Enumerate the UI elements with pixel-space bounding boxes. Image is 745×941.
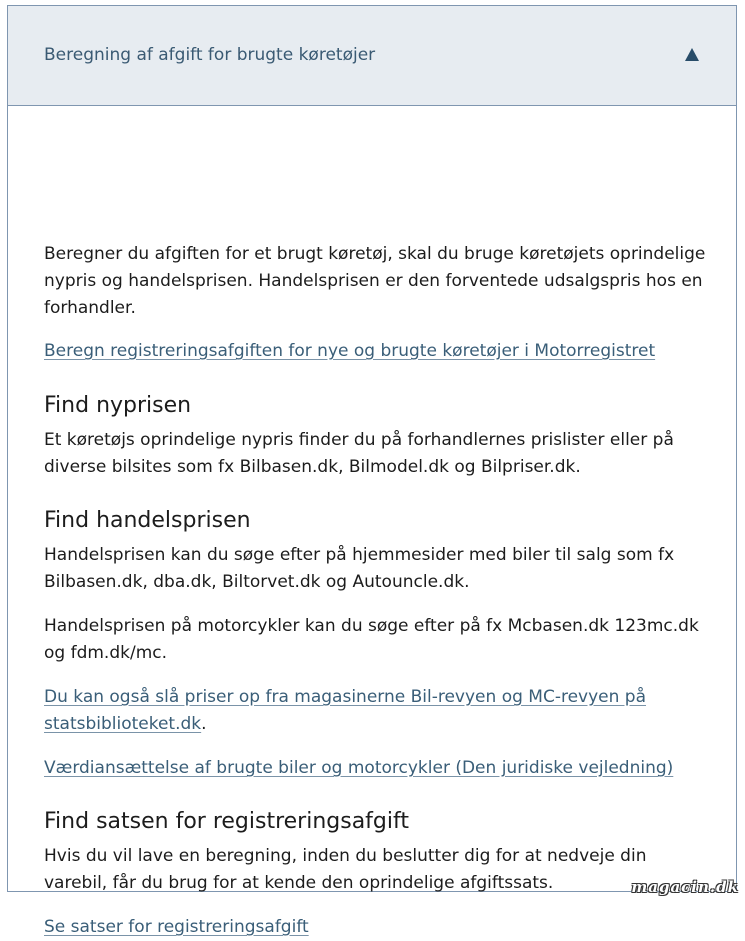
nypris-heading: Find nyprisen [44, 391, 706, 421]
satser-text: Hvis du vil lave en beregning, inden du beslutter dig for at nedveje din varebil, får du brug for at kende den oprindelige afgiftssats. [44, 843, 706, 897]
handelspris-text: Handelsprisen kan du søge efter på hjemmesider med biler til salg som fx Bilbasen.dk, dba.dk, Biltorvet.dk og Autouncle.dk. [44, 542, 706, 596]
handelspris-heading: Find handelsprisen [44, 506, 706, 536]
satser-heading: Find satsen for registreringsafgift [44, 807, 706, 837]
intro-text: Beregner du afgiften for et brugt køretøj, skal du bruge køretøjets oprindelige nypris og handelsprisen. Handelsprisen er den forventede udsalgspris hos en forhandler. [44, 241, 706, 322]
magasin-link[interactable]: Du kan også slå priser op fra magasinerne Bil-revyen og MC-revyen på statsbiblioteket.dk [44, 687, 646, 734]
accordion-header[interactable] [8, 6, 736, 106]
motorregister-link[interactable]: Beregn registreringsafgiften for nye og brugte køretøjer i Motorregistret [44, 341, 655, 361]
magasin-link-suffix: . [201, 714, 206, 734]
triangle-up-icon[interactable] [685, 48, 699, 61]
vaerdi-link[interactable]: Værdiansættelse af brugte biler og motorcykler (Den juridiske vejledning) [44, 758, 673, 778]
magasin-link-line [44, 684, 706, 738]
nypris-text: Et køretøjs oprindelige nypris finder du på forhandlernes prislister eller på diverse bilsites som fx Bilbasen.dk, Bilmodel.dk og Bilpriser.dk. [44, 427, 706, 481]
satser-link-line [44, 914, 706, 941]
accordion-panel [7, 5, 737, 892]
watermark-logo: magacin.dk [631, 878, 739, 896]
vaerdi-link-line [44, 755, 706, 782]
accordion-title[interactable]: Beregning af afgift for brugte køretøjer [44, 45, 375, 65]
motorcykel-text: Handelsprisen på motorcykler kan du søge efter på fx Mcbasen.dk 123mc.dk og fdm.dk/mc. [44, 613, 706, 667]
satser-link[interactable]: Se satser for registreringsafgift [44, 917, 309, 937]
motorregister-link-line [44, 338, 706, 365]
